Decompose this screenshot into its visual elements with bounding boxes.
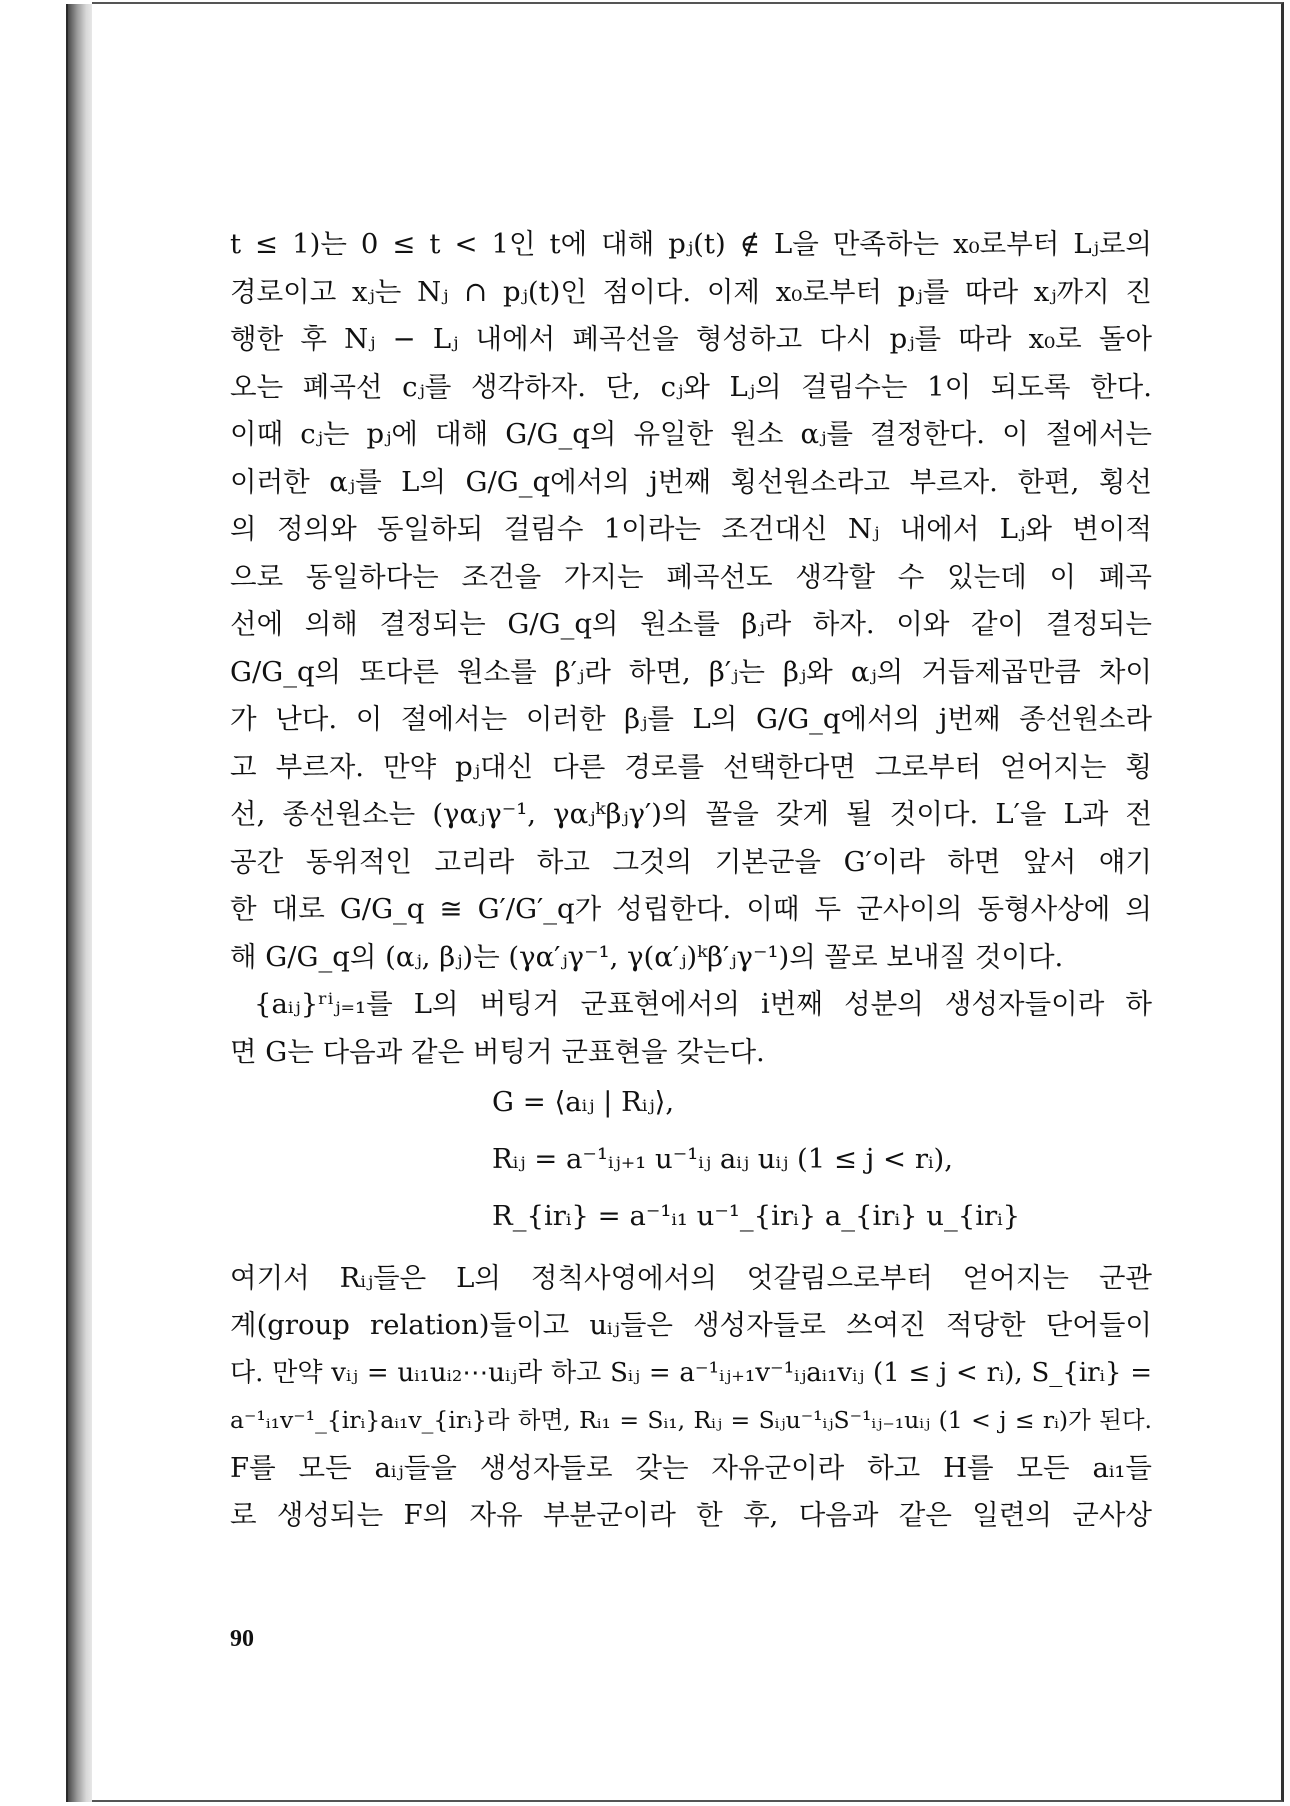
text-line: 의 정의와 동일하되 걸림수 1이라는 조건대신 Nⱼ 내에서 Lⱼ와 변이적 (230, 513, 1152, 545)
text-line: {aᵢⱼ}ʳⁱⱼ₌₁를 L의 버팅거 군표현에서의 i번째 성분의 생성자들이라 하 (254, 988, 1152, 1020)
text-line: 으로 동일하다는 조건을 가지는 폐곡선도 생각할 수 있는데 이 폐곡 (230, 560, 1152, 593)
text-line: 공간 동위적인 고리라 하고 그것의 기본군을 G′이라 하면 앞서 얘기 (230, 845, 1152, 878)
text-line: 행한 후 Nⱼ − Lⱼ 내에서 폐곡선을 형성하고 다시 pⱼ를 따라 x₀로 돌아 (230, 323, 1152, 355)
text-line: 다. 만약 vᵢⱼ = uᵢ₁uᵢ₂⋯uᵢⱼ라 하고 Sᵢⱼ = a⁻¹ᵢⱼ₊₁v⁻¹ᵢⱼaᵢ₁vᵢⱼ (1 ≤ j < rᵢ), S_{irᵢ} = (230, 1357, 1152, 1388)
page-text-block (230, 224, 1152, 1543)
text-line: G/G_q의 또다른 원소를 β′ⱼ라 하면, β′ⱼ는 βⱼ와 αⱼ의 거듭제곱만큼 차이 (230, 655, 1152, 688)
text-line: 고 부르자. 만약 pⱼ대신 다른 경로를 선택한다면 그로부터 얻어지는 횡 (230, 750, 1152, 783)
text-line: t ≤ 1)는 0 ≤ t < 1인 t에 대해 pⱼ(t) ∉ L을 만족하는 x₀로부터 Lⱼ로의 (230, 228, 1152, 260)
paragraph-1 (230, 224, 1152, 977)
text-line: F를 모든 aᵢⱼ들을 생성자들로 갖는 자유군이라 하고 H를 모든 aᵢ₁들 (230, 1451, 1152, 1484)
equation-line: Rᵢⱼ = a⁻¹ᵢⱼ₊₁ u⁻¹ᵢⱼ aᵢⱼ uᵢⱼ (1 ≤ j < rᵢ), (492, 1142, 953, 1175)
text-line: 경로이고 xⱼ는 Nⱼ ∩ pⱼ(t)인 점이다. 이제 x₀로부터 pⱼ를 따라 xⱼ까지 진 (230, 275, 1152, 308)
page-number: 90 (230, 1626, 254, 1652)
text-line: 이때 cⱼ는 pⱼ에 대해 G/G_q의 유일한 원소 αⱼ를 결정한다. 이 절에서는 (230, 418, 1152, 450)
text-line: 가 난다. 이 절에서는 이러한 βⱼ를 L의 G/G_q에서의 j번째 종선원소라 (230, 703, 1152, 735)
text-line: 오는 폐곡선 cⱼ를 생각하자. 단, cⱼ와 Lⱼ의 걸림수는 1이 되도록 한다. (230, 370, 1152, 403)
text-line: 여기서 Rᵢⱼ들은 L의 정칙사영에서의 엇갈림으로부터 얻어지는 군관 (230, 1261, 1152, 1294)
text-line: 선에 의해 결정되는 G/G_q의 원소를 βⱼ라 하자. 이와 같이 결정되는 (230, 608, 1152, 640)
equation-block (230, 1082, 1152, 1236)
equation-line: G = ⟨aᵢⱼ | Rᵢⱼ⟩, (492, 1085, 675, 1118)
text-line: 면 G는 다음과 같은 버팅거 군표현을 갖는다. (230, 1035, 765, 1068)
text-line: a⁻¹ᵢ₁v⁻¹_{irᵢ}aᵢ₁v_{irᵢ}라 하면, Rᵢ₁ = Sᵢ₁, Rᵢⱼ = Sᵢⱼu⁻¹ᵢⱼS⁻¹ᵢⱼ₋₁uᵢⱼ (1 < j ≤ rᵢ)가 된다. (230, 1406, 1152, 1434)
text-line: 로 생성되는 F의 자유 부분군이라 한 후, 다음과 같은 일련의 군사상 (230, 1499, 1152, 1531)
paragraph-3 (230, 1258, 1152, 1536)
equation-line: R_{irᵢ} = a⁻¹ᵢ₁ u⁻¹_{irᵢ} a_{irᵢ} u_{irᵢ} (492, 1199, 1021, 1232)
text-line: 이러한 αⱼ를 L의 G/G_q에서의 j번째 횡선원소라고 부르자. 한편, 횡선 (230, 465, 1152, 498)
text-line: 해 G/G_q의 (αⱼ, βⱼ)는 (γα′ⱼγ⁻¹, γ(α′ⱼ)ᵏβ′ⱼγ⁻¹)의 꼴로 보내질 것이다. (230, 940, 1064, 973)
book-spine-edge (66, 4, 94, 1802)
text-line: 계(group relation)들이고 uᵢⱼ들은 생성자들로 쓰여진 적당한 단어들이 (230, 1309, 1152, 1341)
paragraph-2 (230, 984, 1152, 1072)
text-line: 선, 종선원소는 (γαⱼγ⁻¹, γαⱼᵏβⱼγ′)의 꼴을 갖게 될 것이다. L′을 L과 전 (230, 798, 1152, 830)
text-line: 한 대로 G/G_q ≅ G′/G′_q가 성립한다. 이때 두 군사이의 동형사상에 의 (230, 893, 1152, 925)
